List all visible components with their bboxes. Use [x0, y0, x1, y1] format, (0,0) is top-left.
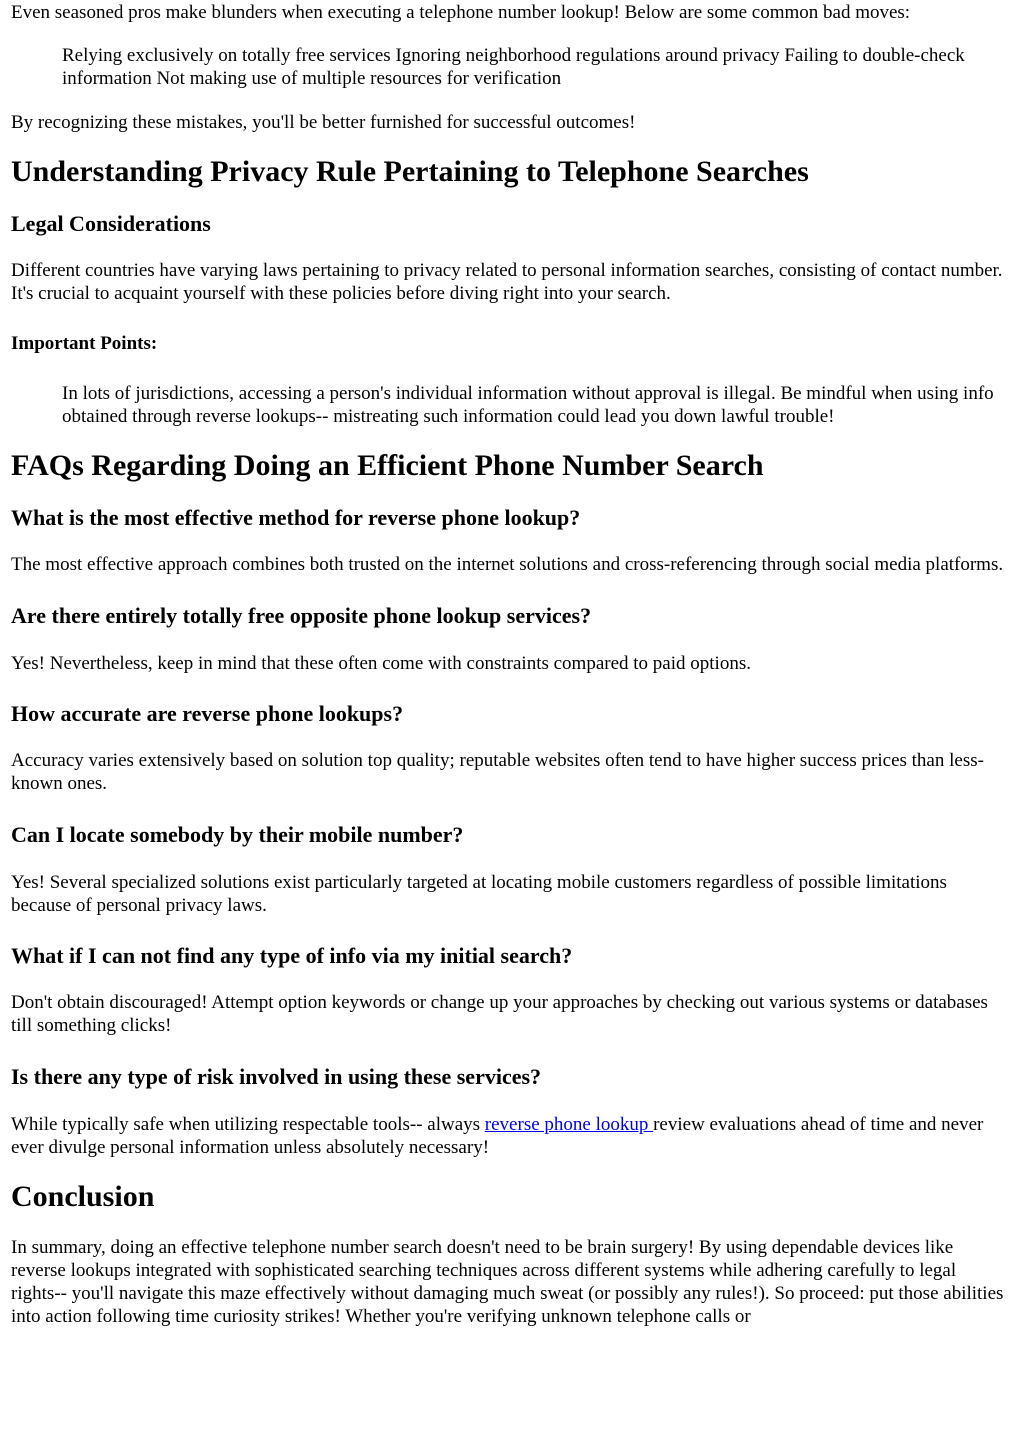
- faq-question: What is the most effective method for reverse phone lookup?: [11, 505, 581, 530]
- faq-answer: Yes! Several specialized solutions exist particularly targeted at locating mobile customers regardless of possible limitations because of personal privacy laws.: [11, 872, 947, 916]
- mistakes-list-text: Relying exclusively on totally free services Ignoring neighborhood regulations around privacy Failing to double-check information Not making use of multiple resources for verification: [62, 45, 965, 89]
- faq-answer: The most effective approach combines both trusted on the internet solutions and cross-referencing through social media platforms.: [11, 554, 1004, 575]
- risk-answer-end: review evaluations ahead of time and never ever divulge personal information unless absolutely necessary!: [11, 1114, 984, 1158]
- intro-paragraph: Even seasoned pros make blunders when executing a telephone number lookup! Below are some common bad moves:: [11, 2, 911, 23]
- faq-question: Are there entirely totally free opposite phone lookup services?: [11, 603, 592, 628]
- risk-answer-start: While typically safe when utilizing respectable tools-- always: [11, 1114, 485, 1135]
- faq-question: How accurate are reverse phone lookups?: [11, 701, 404, 726]
- faq-answer: Accuracy varies extensively based on solution top quality; reputable websites often tend to have higher success prices than less-known ones.: [11, 750, 984, 794]
- important-points-text: In lots of jurisdictions, accessing a person's individual information without approval is illegal. Be mindful when using info obtained through reverse lookups-- mistreating such information could lead you down lawful trouble!: [62, 383, 994, 427]
- faq-answer: Don't obtain discouraged! Attempt option keywords or change up your approaches by checking out various systems or databases till something clicks!: [11, 992, 988, 1036]
- conclusion-heading: Conclusion: [11, 1180, 155, 1213]
- important-points-heading: Important Points:: [11, 333, 158, 354]
- mistakes-blockquote: [11, 44, 1008, 90]
- faq-question: What if I can not find any type of info via my initial search?: [11, 943, 573, 968]
- faq-heading: FAQs Regarding Doing an Efficient Phone Number Search: [11, 449, 764, 482]
- mistakes-closing-paragraph: By recognizing these mistakes, you'll be better furnished for successful outcomes!: [11, 112, 636, 133]
- legal-considerations-paragraph: Different countries have varying laws pertaining to privacy related to personal information searches, consisting of contact number. It's crucial to acquaint yourself with these policies before diving right into your search.: [11, 260, 1003, 304]
- privacy-heading: Understanding Privacy Rule Pertaining to Telephone Searches: [11, 155, 809, 188]
- faq-question: Can I locate somebody by their mobile number?: [11, 822, 464, 847]
- conclusion-paragraph: In summary, doing an effective telephone number search doesn't need to be brain surgery! By using dependable devices like reverse lookups integrated with sophisticated searching techniques across different systems while adhering carefully to legal rights-- you'll navigate this maze effectively without damaging much sweat (or possibly any rules!). So proceed: put those abilities into action following time curiosity strikes! Whether you're verifying unknown telephone calls or: [11, 1237, 1004, 1327]
- faq-answer: Yes! Nevertheless, keep in mind that these often come with constraints compared to paid options.: [11, 653, 751, 674]
- faq-question: Is there any type of risk involved in using these services?: [11, 1064, 542, 1089]
- important-points-blockquote: [11, 382, 1008, 428]
- reverse-phone-lookup-link[interactable]: reverse phone lookup: [484, 1114, 654, 1135]
- legal-considerations-heading: Legal Considerations: [11, 211, 211, 236]
- faq-answer: [11, 1113, 1008, 1159]
